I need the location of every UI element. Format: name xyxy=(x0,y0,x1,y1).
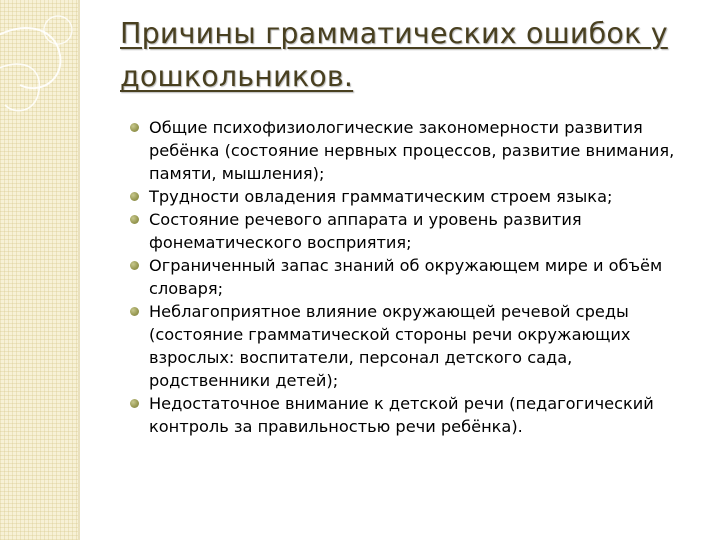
bullet-icon xyxy=(130,399,139,408)
bullet-text: Недостаточное внимание к детской речи (педагогический контроль за правильностью речи ребёнка). xyxy=(149,394,654,436)
swirl-ornament-icon xyxy=(0,0,90,120)
slide-title: Причины грамматических ошибок у дошкольников. xyxy=(120,17,668,93)
bullet-icon xyxy=(130,261,139,270)
bullet-text: Состояние речевого аппарата и уровень развития фонематического восприятия; xyxy=(149,210,582,252)
bullet-text: Трудности овладения грамматическим строем языка; xyxy=(149,187,613,206)
bullet-item xyxy=(130,116,695,185)
bullet-list xyxy=(130,116,695,438)
bullet-item xyxy=(130,208,695,254)
bullet-icon xyxy=(130,192,139,201)
bullet-icon xyxy=(130,123,139,132)
bullet-item xyxy=(130,392,695,438)
bullet-text: Ограниченный запас знаний об окружающем мире и объём словаря; xyxy=(149,256,663,298)
bullet-text: Неблагоприятное влияние окружающей речевой среды (состояние грамматической стороны речи окружающих взрослых: воспитатели, персонал детского сада, родственники детей); xyxy=(149,302,631,390)
bullet-item xyxy=(130,254,695,300)
bullet-icon xyxy=(130,215,139,224)
bullet-icon xyxy=(130,307,139,316)
bullet-text: Общие психофизиологические закономерности развития ребёнка (состояние нервных процессов, развитие внимания, памяти, мышления); xyxy=(149,118,675,183)
bullet-item xyxy=(130,185,695,208)
bullet-item xyxy=(130,300,695,392)
